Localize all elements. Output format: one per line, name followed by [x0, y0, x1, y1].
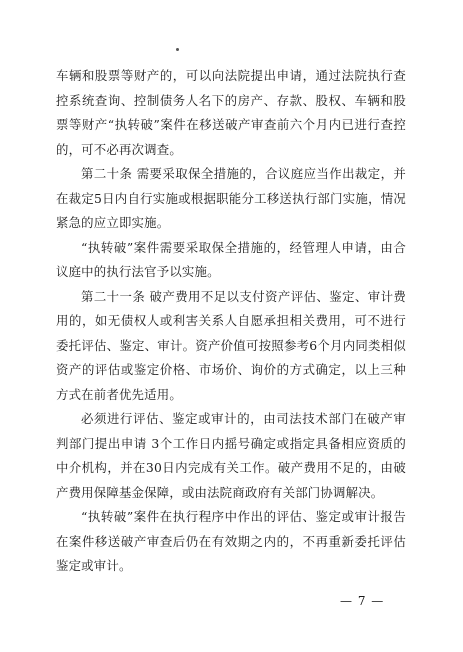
paragraph-required-evaluation: 必须进行评估、鉴定或审计的，由司法技术部门在破产审判部门提出申请 3个工作日内摇号确定或指定具备相应资质的中介机构，并在30日内完成有关工作。破产费用不足的，由破产费用保障基金保障，或由法院商政府有关部门协调解决。 — [56, 411, 406, 500]
paragraph-valid-reports: “执转破”案件在执行程序中作出的评估、鉴定或审计报告在案件移送破产审查后仍在有效期之内的，不再重新委托评估鉴定或审计。 — [56, 509, 406, 573]
page-number: — 7 — — [340, 594, 385, 608]
document-body — [56, 64, 406, 579]
paragraph-article-20: 第二十条 需要采取保全措施的，合议庭应当作出裁定，并在裁定5日内自行实施或根据职能分工移送执行部门实施，情况紧急的应立即实施。 — [56, 166, 406, 230]
paragraph-article-21: 第二十一条 破产费用不足以支付资产评估、鉴定、审计费用的，如无债权人或利害关系人自愿承担相关费用，可不进行委托评估、鉴定、审计。资产价值可按照参考6个月内同类相似资产的评估或鉴定价格、市场价、询价的方式确定，以上三种方式在前者优先适用。 — [56, 288, 406, 402]
paragraph-continuation: 车辆和股票等财产的，可以向法院提出申请，通过法院执行查控系统查询、控制债务人名下的房产、存款、股权、车辆和股票等财产“执转破”案件在移送破产审查前六个月内已进行查控的，可不必再次调查。 — [56, 68, 406, 157]
scan-speck — [176, 48, 179, 51]
paragraph-enforcement-preservation: “执转破”案件需要采取保全措施的，经管理人申请，由合议庭中的执行法官予以实施。 — [56, 239, 406, 279]
